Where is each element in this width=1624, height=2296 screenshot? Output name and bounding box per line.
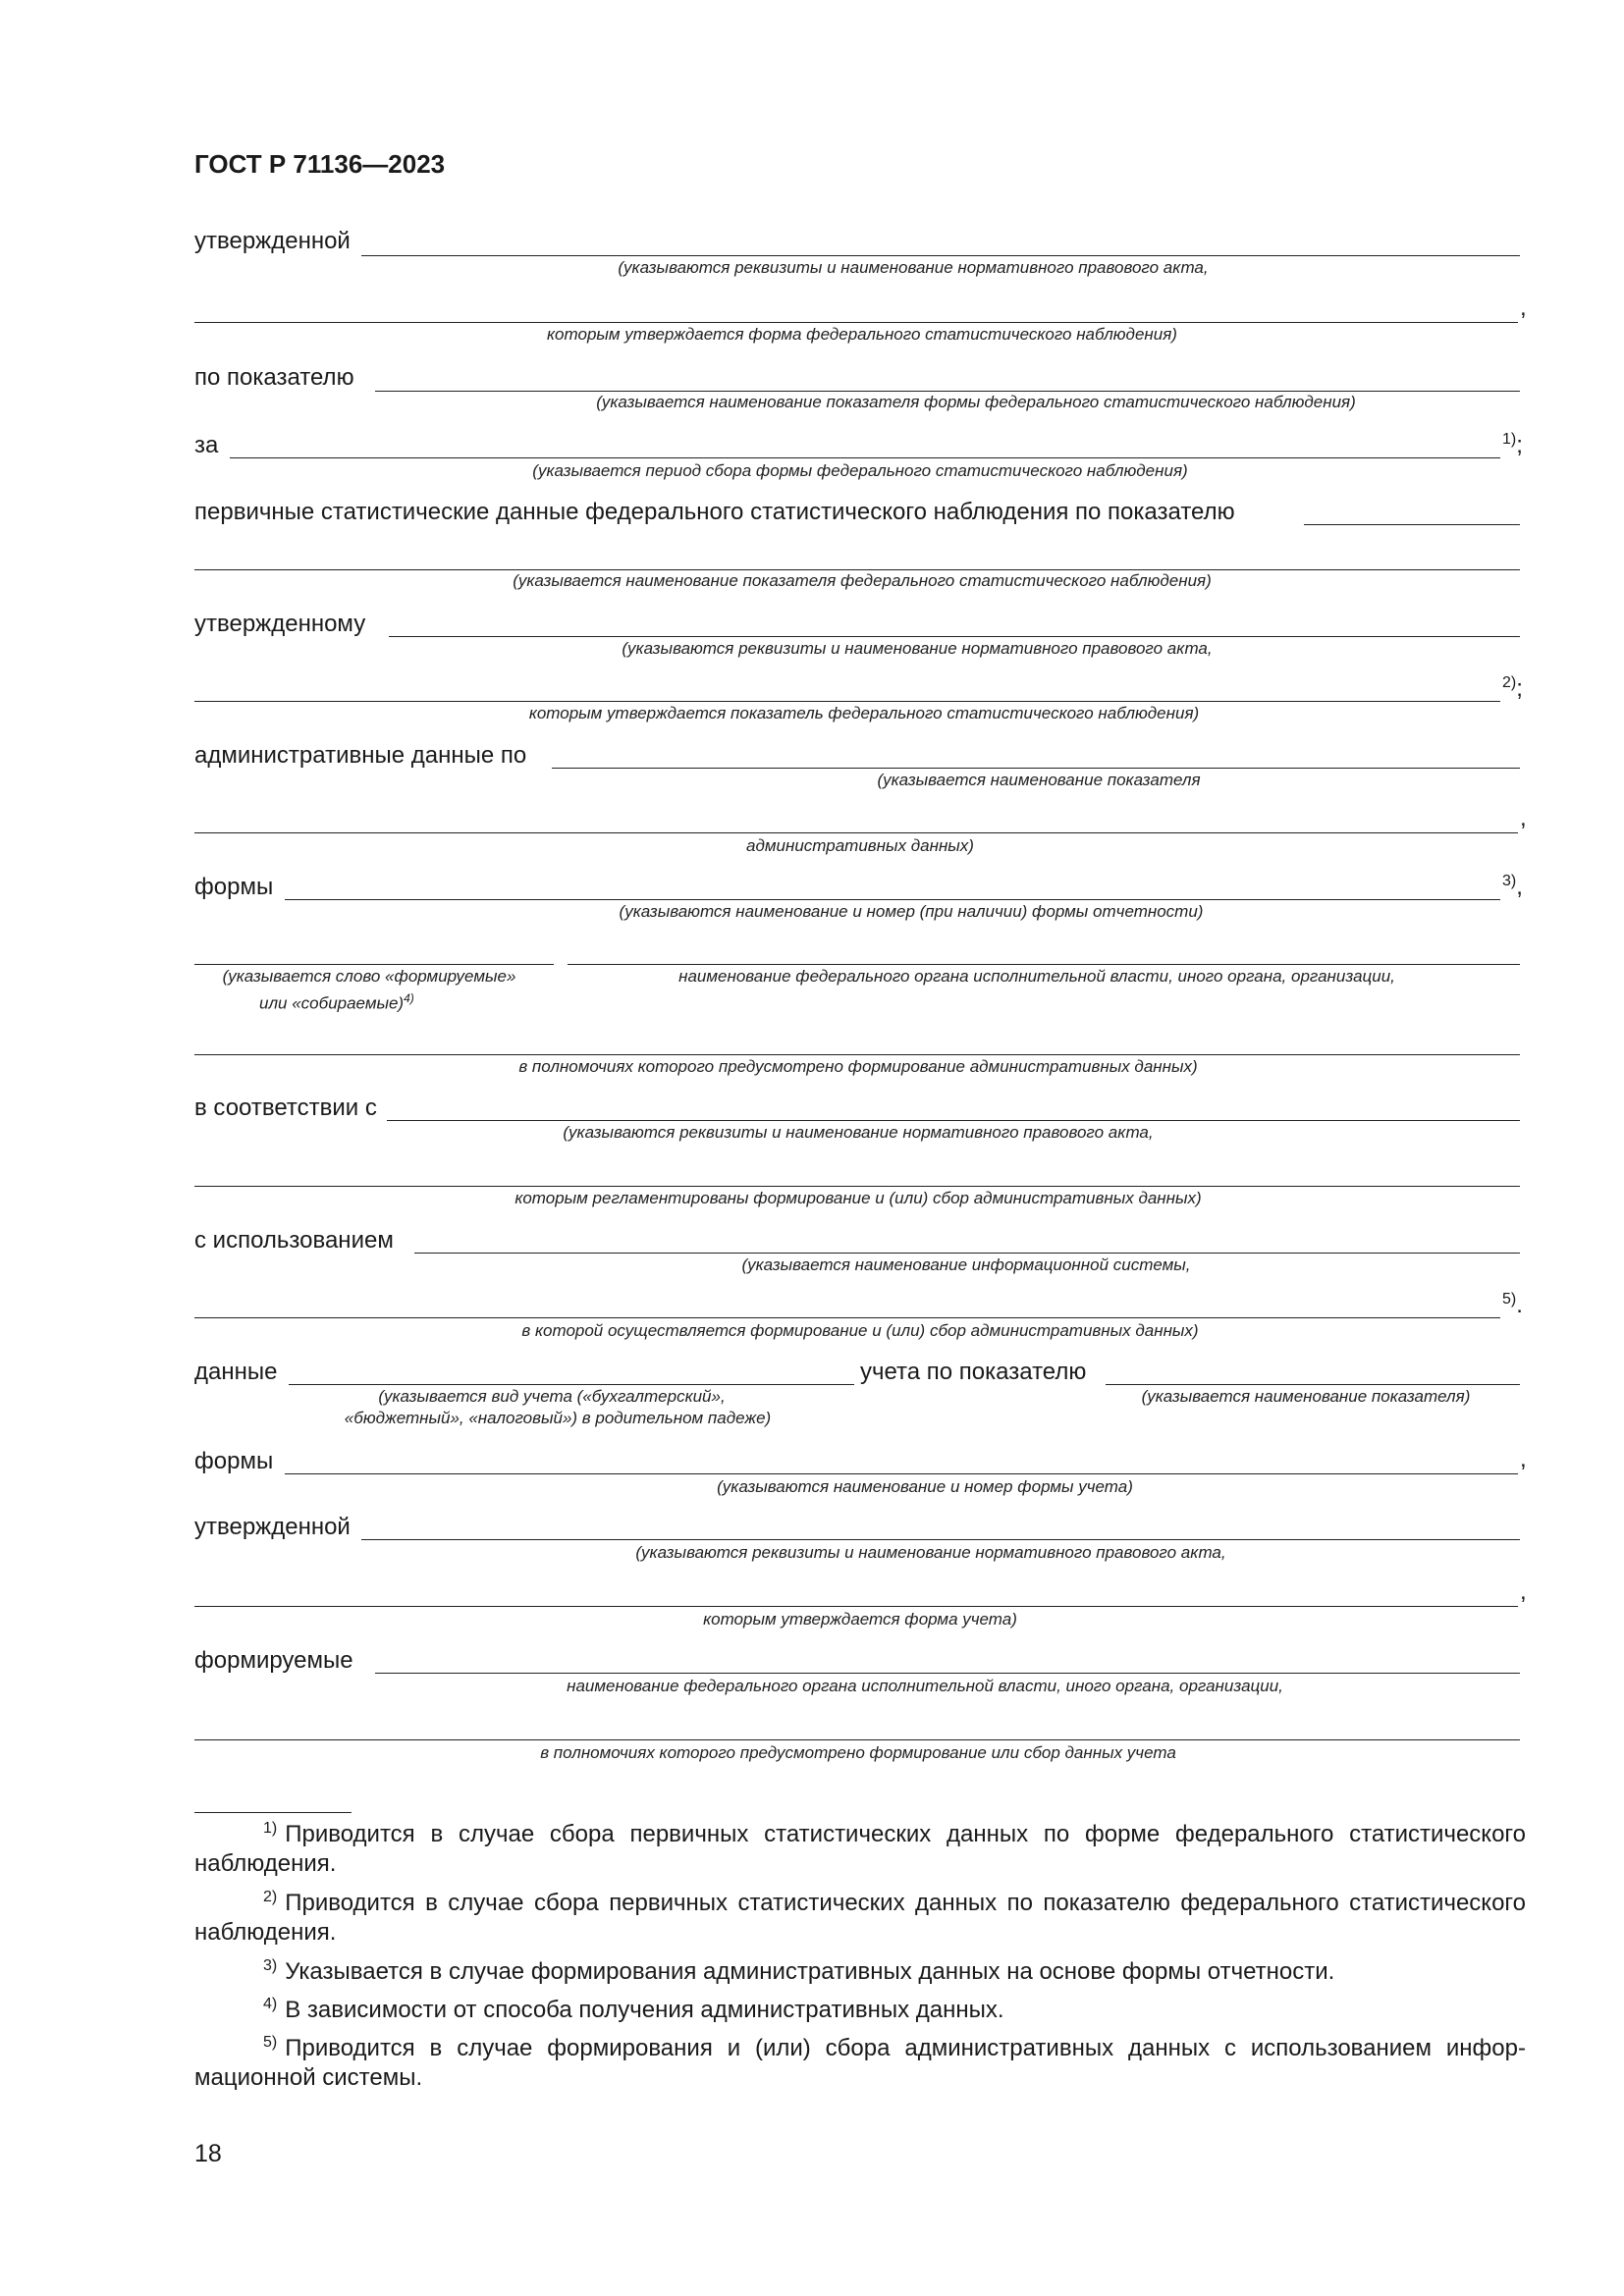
caption-word-choice-2: или «собираемые)$^{4)}$ bbox=[259, 991, 414, 1013]
caption-authority: наименование федерального органа исполнительной власти, иного органа, организации, bbox=[678, 967, 1395, 986]
field-period[interactable] bbox=[230, 457, 1500, 458]
field-indicator[interactable] bbox=[375, 391, 1520, 392]
field-accounting-type[interactable] bbox=[289, 1384, 854, 1385]
label-forms-2: формы bbox=[194, 1448, 274, 1474]
label-by-indicator: по показателю bbox=[194, 364, 354, 391]
document-code: ГОСТ Р 71136—2023 bbox=[194, 149, 446, 179]
field-admin-indicator-cont[interactable] bbox=[194, 832, 1518, 833]
field-regulation-act[interactable] bbox=[387, 1120, 1520, 1121]
field-indicator-act[interactable] bbox=[389, 636, 1520, 637]
caption-act-requisites-4: (указываются реквизиты и наименование нормативного правового акта, bbox=[635, 1543, 1226, 1562]
end-comma-2: , bbox=[1520, 805, 1527, 831]
caption-authority-2: наименование федерального органа исполнительной власти, иного органа, организации, bbox=[567, 1677, 1283, 1695]
caption-authority-powers-2: в полномочиях которого предусмотрено формирование или сбор данных учета bbox=[540, 1743, 1176, 1762]
footnote-3: $^{3)}$ Указывается в случае формирования административных данных на основе формы отчетности. bbox=[263, 1957, 1335, 1985]
caption-accounting-type: (указывается вид учета («бухгалтерский», bbox=[378, 1387, 726, 1406]
field-accounting-act[interactable] bbox=[361, 1539, 1520, 1540]
field-approved-act[interactable] bbox=[361, 255, 1520, 256]
label-data: данные bbox=[194, 1359, 278, 1385]
label-in-accordance: в соответствии с bbox=[194, 1095, 377, 1121]
caption-accounting-form-approval: которым утверждается форма учета) bbox=[703, 1610, 1017, 1629]
caption-admin-data: административных данных) bbox=[746, 836, 974, 855]
field-primary-indicator[interactable] bbox=[1304, 524, 1520, 525]
caption-act-requisites-2: (указываются реквизиты и наименование нормативного правового акта, bbox=[622, 639, 1213, 658]
caption-indicator-name-2: (указывается наименование показателя) bbox=[1141, 1387, 1471, 1406]
label-admin-data: административные данные по bbox=[194, 742, 527, 769]
caption-info-system-use: в которой осуществляется формирование и (или) сбор административных данных) bbox=[521, 1321, 1199, 1340]
caption-form-approval: которым утверждается форма федерального статистического наблюдения) bbox=[547, 325, 1177, 344]
caption-indicator-approval: которым утверждается показатель федерального статистического наблюдения) bbox=[528, 704, 1200, 722]
caption-act-requisites: (указываются реквизиты и наименование нормативного правового акта, bbox=[618, 258, 1209, 277]
footnote-ref-1: $^{1)}$; bbox=[1502, 431, 1523, 458]
label-approved-m: утвержденному bbox=[194, 611, 366, 637]
field-authority-cont[interactable] bbox=[194, 1054, 1520, 1055]
caption-regulated: которым регламентированы формирование и (или) сбор административных данных) bbox=[514, 1189, 1202, 1207]
caption-authority-powers: в полномочиях которого предусмотрено формирование административных данных) bbox=[518, 1057, 1198, 1076]
field-formed-collected[interactable] bbox=[194, 964, 554, 965]
field-regulation-act-cont[interactable] bbox=[194, 1186, 1520, 1187]
footnote-5: $^{5)}$ Приводится в случае формирования и (или) сбора административных данных с использованием информационной системы. bbox=[194, 2034, 1526, 2091]
caption-word-choice: (указывается слово «формируемые» bbox=[222, 967, 516, 986]
field-admin-indicator[interactable] bbox=[552, 768, 1520, 769]
label-formed: формируемые bbox=[194, 1647, 353, 1674]
caption-indicator-name: (указывается наименование показателя формы федерального статистического наблюдения) bbox=[596, 393, 1356, 411]
footnote-separator bbox=[194, 1812, 352, 1813]
field-indicator-act-cont[interactable] bbox=[194, 701, 1500, 702]
label-accounting-indicator: учета по показателю bbox=[860, 1359, 1087, 1385]
footnote-ref-3: $^{3)}$, bbox=[1502, 873, 1523, 900]
field-accounting-authority[interactable] bbox=[375, 1673, 1520, 1674]
caption-reporting-form: (указываются наименование и номер (при наличии) формы отчетности) bbox=[619, 902, 1204, 921]
label-primary-data: первичные статистические данные федерального статистического наблюдения по показателю bbox=[194, 499, 1235, 525]
caption-accounting-form: (указываются наименование и номер формы учета) bbox=[717, 1477, 1133, 1496]
footnote-ref-5: $^{5)}$. bbox=[1502, 1291, 1523, 1318]
label-approved: утвержденной bbox=[194, 228, 351, 254]
field-act-continued[interactable] bbox=[194, 322, 1518, 323]
caption-period: (указывается период сбора формы федерального статистического наблюдения) bbox=[532, 461, 1188, 480]
field-primary-indicator-cont[interactable] bbox=[194, 569, 1520, 570]
footnote-4: $^{4)}$ В зависимости от способа получения административных данных. bbox=[263, 1996, 1004, 2023]
footnote-1: $^{1)}$ Приводится в случае сбора первичных статистических данных по форме федерального статистического наблюдения. bbox=[194, 1820, 1526, 1877]
end-comma: , bbox=[1520, 294, 1527, 321]
caption-admin-indicator: (указывается наименование показателя bbox=[877, 771, 1201, 789]
field-accounting-act-cont[interactable] bbox=[194, 1606, 1518, 1607]
field-authority[interactable] bbox=[568, 964, 1520, 965]
end-comma-4: , bbox=[1520, 1578, 1527, 1605]
label-forms: формы bbox=[194, 874, 274, 900]
caption-statistical-indicator: (указывается наименование показателя федерального статистического наблюдения) bbox=[513, 571, 1212, 590]
field-info-system-cont[interactable] bbox=[194, 1317, 1500, 1318]
page-number: 18 bbox=[194, 2140, 222, 2167]
end-comma-3: , bbox=[1520, 1446, 1527, 1472]
field-accounting-authority-cont[interactable] bbox=[194, 1739, 1520, 1740]
field-accounting-indicator[interactable] bbox=[1106, 1384, 1520, 1385]
footnote-ref-2: $^{2)}$; bbox=[1502, 674, 1523, 702]
label-for: за bbox=[194, 432, 219, 458]
caption-info-system: (указывается наименование информационной системы, bbox=[741, 1255, 1191, 1274]
label-approved-2: утвержденной bbox=[194, 1514, 351, 1540]
field-reporting-form[interactable] bbox=[285, 899, 1500, 900]
footnote-2: $^{2)}$ Приводится в случае сбора первичных статистических данных по показателю федерального статистического наблюдения. bbox=[194, 1889, 1526, 1946]
label-using: с использованием bbox=[194, 1227, 394, 1254]
field-accounting-form[interactable] bbox=[285, 1473, 1518, 1474]
caption-act-requisites-3: (указываются реквизиты и наименование нормативного правового акта, bbox=[563, 1123, 1154, 1142]
caption-accounting-type-2: «бюджетный», «налоговый») в родительном падеже) bbox=[344, 1409, 772, 1427]
field-info-system[interactable] bbox=[414, 1253, 1520, 1254]
